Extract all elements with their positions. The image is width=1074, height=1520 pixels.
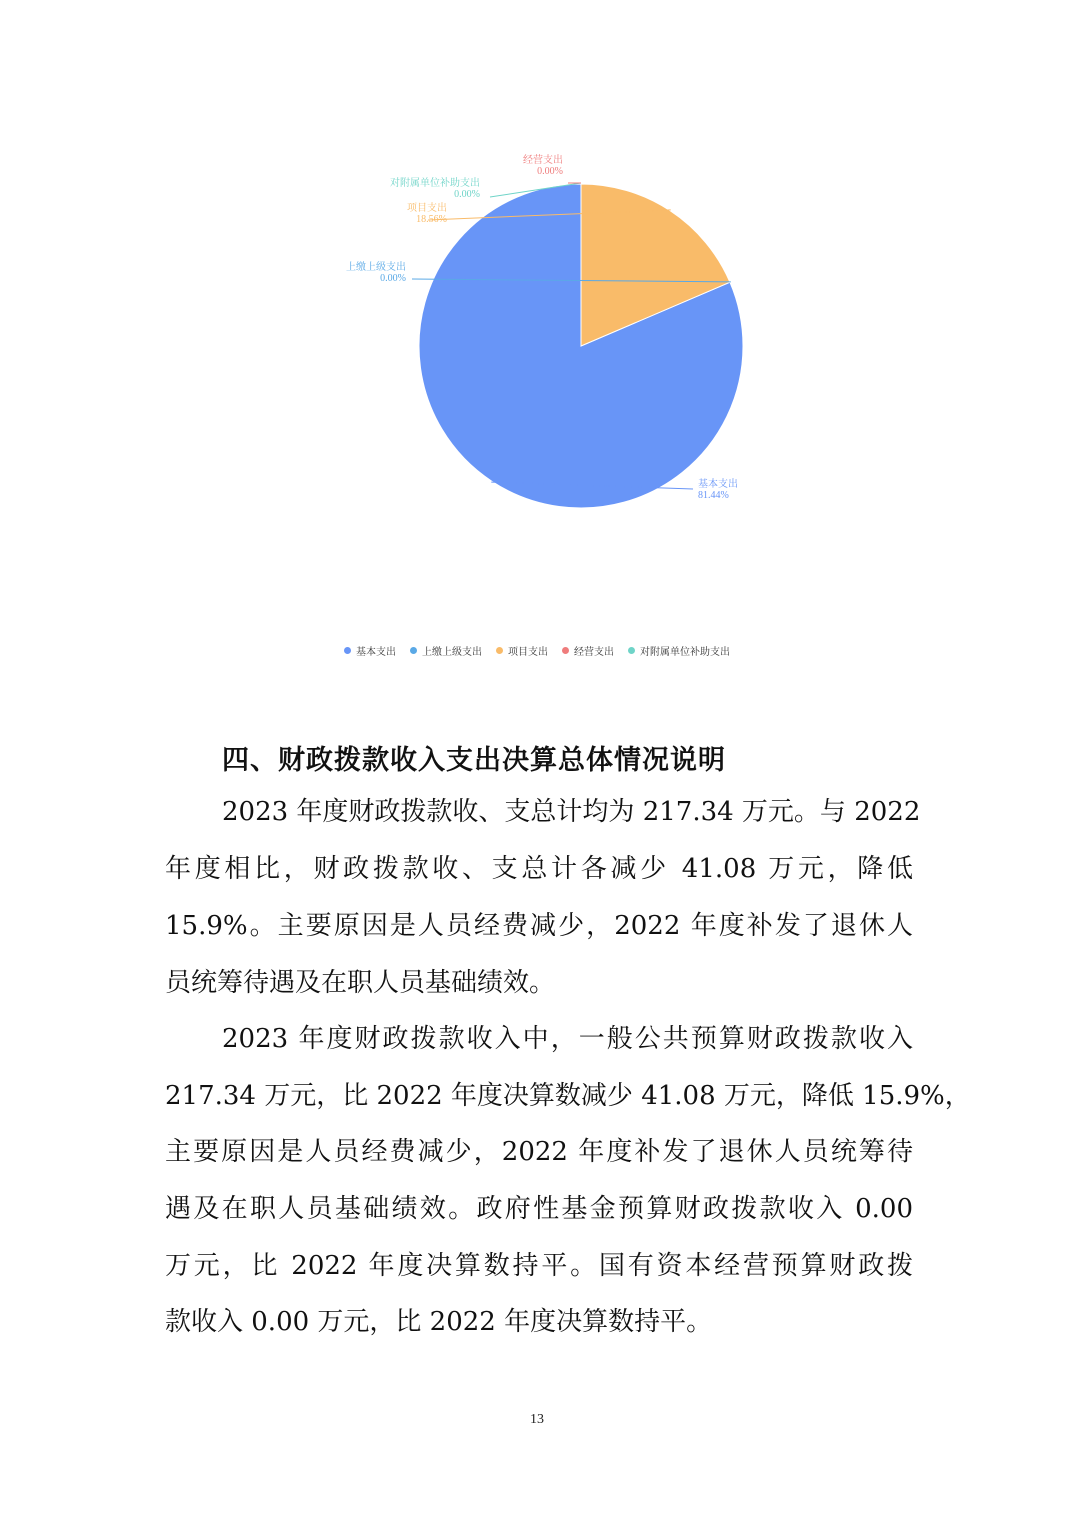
legend-item-project[interactable] bbox=[496, 643, 548, 658]
legend-marker bbox=[344, 647, 351, 654]
slice-label: 经营支出 bbox=[523, 155, 563, 166]
slice-percent-label: 0.00% bbox=[537, 166, 563, 177]
paragraph-line: 万元，比 2022 年度决算数持平。国有资本经营预算财政拨 bbox=[165, 1251, 913, 1281]
slice-percent-label: 0.00% bbox=[454, 189, 480, 200]
legend-marker bbox=[496, 647, 503, 654]
legend-item-basic[interactable] bbox=[344, 643, 396, 658]
slice-label: 上缴上级支出 bbox=[346, 262, 406, 273]
legend-item-upper-level[interactable] bbox=[410, 643, 482, 658]
slice-label: 基本支出 bbox=[698, 479, 738, 490]
slice-percent-label: 18.56% bbox=[416, 214, 447, 225]
legend-marker bbox=[628, 647, 635, 654]
page-number: 13 bbox=[530, 1412, 544, 1427]
legend-label: 经营支出 bbox=[574, 647, 614, 658]
legend-label: 基本支出 bbox=[356, 647, 396, 658]
paragraph-line: 主要原因是人员经费减少，2022 年度补发了退休人员统筹待 bbox=[165, 1137, 913, 1167]
slice-percent-label: 81.44% bbox=[698, 490, 729, 501]
legend-label: 项目支出 bbox=[508, 647, 548, 658]
legend-marker bbox=[562, 647, 569, 654]
pie-chart bbox=[0, 0, 1074, 680]
paragraph-line: 员统筹待遇及在职人员基础绩效。 bbox=[165, 968, 556, 998]
section-title: 四、财政拨款收入支出决算总体情况说明 bbox=[222, 745, 726, 776]
paragraph-line: 2023 年度财政拨款收、支总计均为 217.34 万元。与 2022 bbox=[222, 797, 921, 827]
slice-label: 对附属单位补助支出 bbox=[390, 178, 480, 189]
slice-percent-label: 0.00% bbox=[380, 273, 406, 284]
chart-legend bbox=[0, 643, 1074, 658]
paragraph-line: 217.34 万元，比 2022 年度决算数减少 41.08 万元，降低 15.9%， bbox=[165, 1081, 971, 1111]
paragraph-line: 款收入 0.00 万元，比 2022 年度决算数持平。 bbox=[165, 1307, 713, 1337]
paragraph-line: 15.9%。主要原因是人员经费减少，2022 年度补发了退休人 bbox=[165, 911, 913, 941]
slice-label: 项目支出 bbox=[407, 203, 447, 214]
pie-chart-svg bbox=[0, 0, 1074, 680]
legend-item-operating[interactable] bbox=[562, 643, 614, 658]
legend-item-subsidiary[interactable] bbox=[628, 643, 730, 658]
paragraph-line: 2023 年度财政拨款收入中，一般公共预算财政拨款收入 bbox=[222, 1024, 913, 1054]
legend-marker bbox=[410, 647, 417, 654]
paragraph-line: 遇及在职人员基础绩效。政府性基金预算财政拨款收入 0.00 bbox=[165, 1194, 913, 1224]
paragraph-line: 年度相比，财政拨款收、支总计各减少 41.08 万元，降低 bbox=[165, 854, 913, 884]
legend-label: 对附属单位补助支出 bbox=[640, 647, 730, 658]
legend-label: 上缴上级支出 bbox=[422, 647, 482, 658]
